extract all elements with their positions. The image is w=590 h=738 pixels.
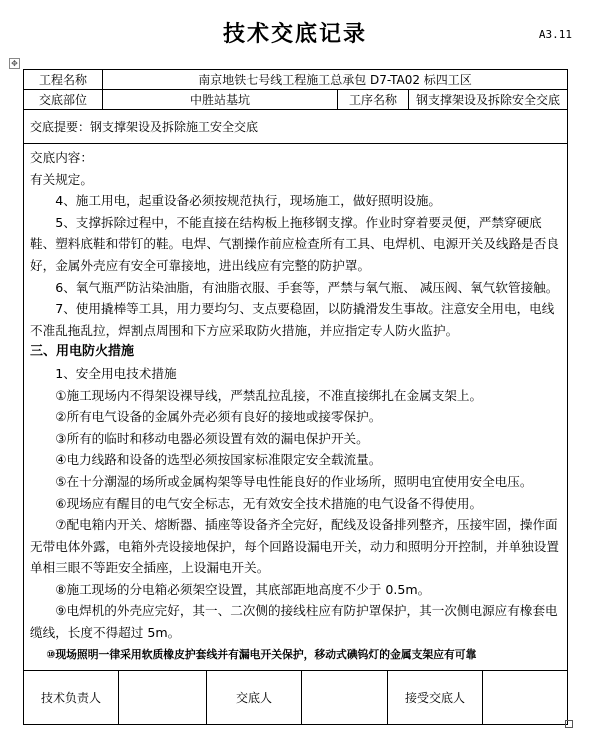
tech-lead-signature[interactable] [119,671,207,724]
handover-content[interactable] [24,144,567,671]
receiver-signature[interactable] [483,671,567,724]
handover-table [23,69,568,725]
table-resize-handle-icon[interactable] [565,720,573,728]
content-heading: 交底内容： [30,150,93,165]
process-label: 工序名称 [338,90,409,109]
table-move-handle-icon[interactable]: ✥ [9,58,20,69]
measure-item: ⑥现场应有醒目的电气安全标志，无有效安全技术措施的电气设备不得使用。 [55,495,483,511]
signature-row [24,671,567,724]
content-paragraph: 4、施工用电，起重设备必须按规范执行，现场施工，做好照明设施。 [55,193,442,209]
form-code: A3.11 [538,28,572,41]
project-label: 工程名称 [24,70,103,89]
measure-item: ②所有电气设备的金属外壳必须有良好的接地或接零保护。 [55,409,382,425]
tech-lead-label: 技术负责人 [24,671,119,724]
part-label: 交底部位 [24,90,103,109]
handover-signature[interactable] [302,671,388,724]
summary-row [24,110,567,144]
part-row [24,90,567,110]
measure-item: ③所有的临时和移动电器必须设置有效的漏电保护开关。 [55,430,369,446]
measure-item: ⑤在十分潮湿的场所或金属构架等导电性能良好的作业场所，照明电宜使用安全电压。 [55,473,533,489]
project-row [24,70,567,90]
content-paragraph: 6、氧气瓶严防沾染油脂，有油脂衣服、手套等，严禁与氧气瓶、 减压阀、氧气软管接触。 [55,279,559,295]
handover-label: 交底人 [207,671,302,724]
sub-title: 1、安全用电技术措施 [55,365,177,381]
measure-item: ⑧施工现场的分电箱必须架空设置，其底部距地高度不少于 0.5m。 [55,581,431,597]
measure-item: ⑩现场照明一律采用软质橡皮护套线并有漏电开关保护，移动式碘钨灯的金属支架应有可靠 [46,647,477,661]
measure-item: ⑦配电箱内开关、熔断器、插座等设备齐全完好，配线及设备排列整齐，压接牢固，操作面无带电体外露，电箱外壳设接地保护，每个回路设漏电开关，动力和照明分开控制，并单独设置单相三眼不等距安全插座，上设漏电开关。 [30,517,559,576]
project-value[interactable]: 南京地铁七号线工程施工总承包 D7-TA02 标四工区 [198,73,472,87]
measure-item: ⑨电焊机的外壳应完好，其一、二次侧的接线柱应有防护罩保护，其一次侧电源应有橡套电缆线，长度不得超过 5m。 [30,603,558,641]
document-title: 技术交底记录 [222,22,367,47]
content-paragraph: 有关规定。 [30,171,93,187]
measure-item: ①施工现场内不得架设裸导线，严禁乱拉乱接，不准直接绑扎在金属支架上。 [55,387,483,403]
content-paragraph: 5、支撑拆除过程中，不能直接在结构板上拖移钢支撑。作业时穿着要灵便，严禁穿硬底鞋、塑料底鞋和带钉的鞋。电焊、气割操作前应检查所有工具、电焊机、电源开关及线路是否良好，金属外壳应有安全可靠接地，进出线应有完整的防护罩。 [30,214,559,273]
process-value[interactable]: 钢支撑架设及拆除安全交底 [415,93,560,107]
summary-text[interactable]: 交底提要：钢支撑架设及拆除施工安全交底 [30,120,259,134]
section-title: 三、用电防火措施 [30,344,135,360]
content-paragraph: 7、使用撬棒等工具，用力要均匀、支点要稳固，以防撬滑发生事故。注意安全用电，电线不准乱拖乱拉，焊割点周围和下方应采取防火措施，并应指定专人防火监护。 [30,301,555,338]
measure-item: ④电力线路和设备的选型必须按国家标准限定安全载流量。 [55,452,382,468]
receiver-label: 接受交底人 [388,671,483,724]
part-value[interactable]: 中胜站基坑 [103,90,338,109]
